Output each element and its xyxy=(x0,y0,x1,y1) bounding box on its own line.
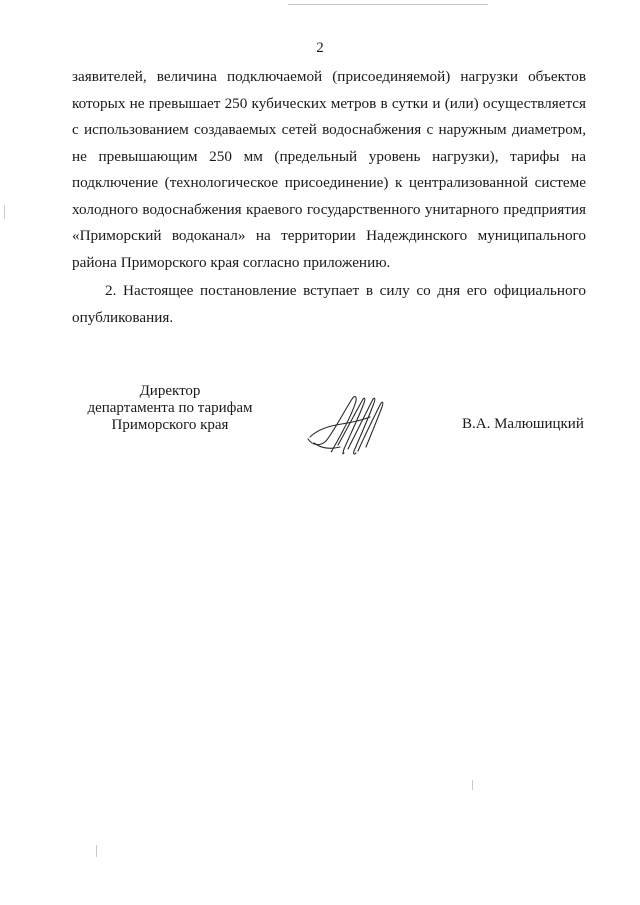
scan-artifact xyxy=(4,205,5,219)
signer-position-line3: Приморского края xyxy=(111,417,229,433)
signer-name: В.А. Малюшицкий xyxy=(462,416,584,432)
signer-position-line2: департамента по тарифам xyxy=(87,400,253,416)
page-number: 2 xyxy=(316,40,324,56)
scan-artifact xyxy=(472,780,473,790)
paragraph-effective-date: 2. Настоящее постановление вступает в силу со дня его официального опубликования. xyxy=(72,282,586,326)
signature-block xyxy=(0,383,640,463)
handwritten-signature-icon xyxy=(302,387,392,459)
scan-artifact xyxy=(96,845,97,857)
signer-position xyxy=(60,383,280,434)
paragraph-tariff-continuation: заявителей, величина подключаемой (присоединяемой) нагрузки объектов которых не превышает 250 кубических метров в сутки и (или) осуществляется с использованием создаваемых сетей водоснабжения с наружным диаметром, не превышающим 250 мм (предельный уровень нагрузки), тарифы на подключение (технологическое присоединение) к централизованной системе холодного водоснабжения краевого государственного унитарного предприятия «Приморский водоканал» на территории Надеждинского муниципального района Приморского края согласно приложению. xyxy=(72,68,586,271)
document-body xyxy=(72,64,586,331)
scan-artifact xyxy=(288,4,488,5)
signer-position-line1: Директор xyxy=(139,383,201,399)
